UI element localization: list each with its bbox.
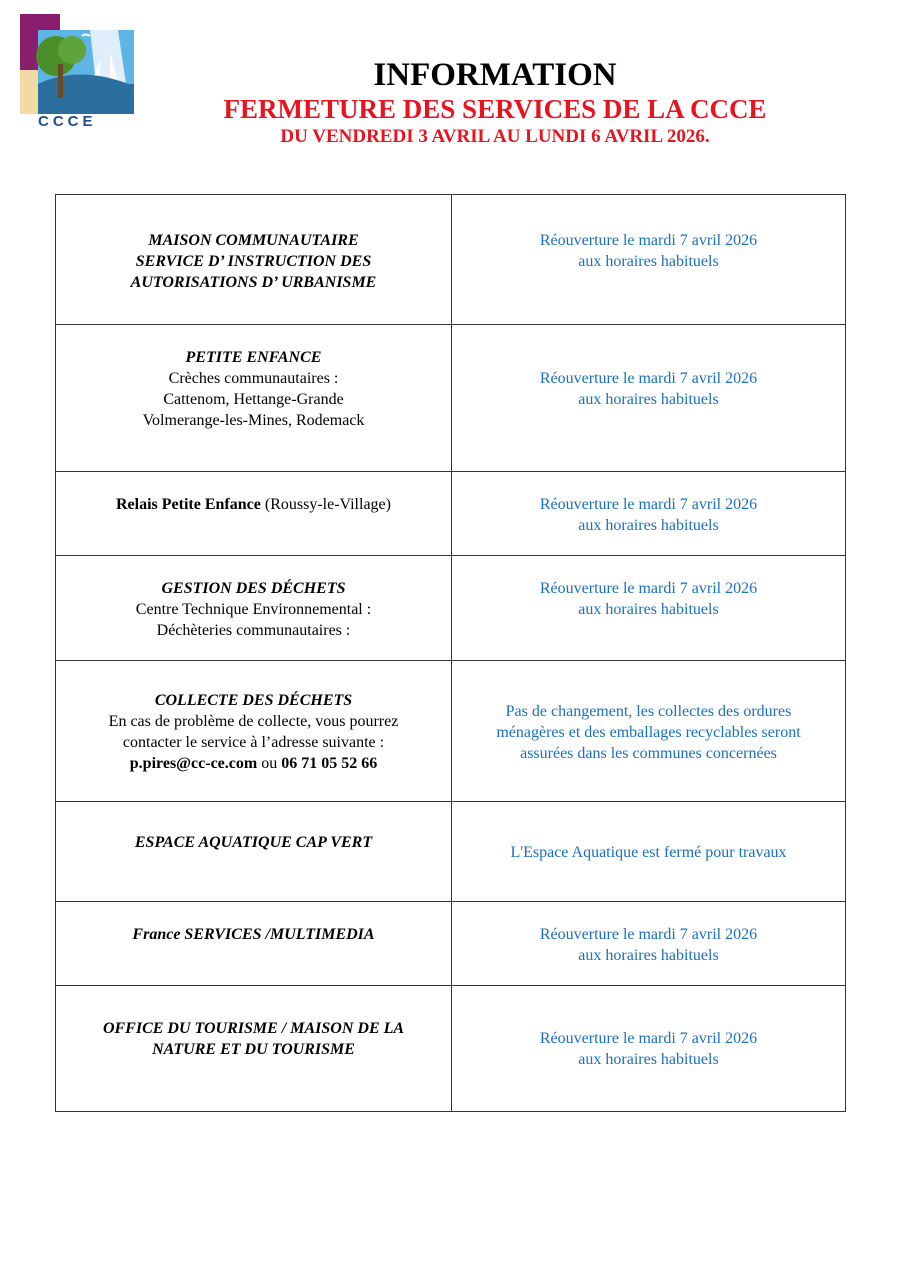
status-cell: [452, 472, 846, 556]
table-row: [56, 902, 846, 986]
service-heading: COLLECTE DES DÉCHETS: [154, 692, 353, 709]
status-text: Réouverture le mardi 7 avril 2026: [539, 1030, 758, 1047]
service-detail: Volmerange-les-Mines, Rodemack: [142, 412, 365, 429]
service-detail: Cattenom, Hettange-Grande: [163, 391, 344, 408]
contact-line: [56, 753, 451, 774]
contact-separator: ou: [257, 755, 282, 772]
service-heading: ESPACE AQUATIQUE CAP VERT: [134, 834, 373, 851]
service-cell: [56, 195, 452, 325]
service-cell: [56, 661, 452, 802]
status-text: L'Espace Aquatique est fermé pour travaux: [510, 844, 787, 861]
services-table: [55, 194, 846, 1112]
service-name: AUTORISATIONS D’ URBANISME: [130, 274, 377, 291]
status-text: Réouverture le mardi 7 avril 2026: [539, 496, 758, 513]
status-text: aux horaires habituels: [578, 601, 719, 618]
service-detail: Crèches communautaires :: [168, 370, 339, 387]
service-cell: [56, 325, 452, 472]
page-title: INFORMATION: [373, 57, 617, 93]
service-detail: En cas de problème de collecte, vous pourrez: [108, 713, 399, 730]
logo-text: CCCE: [38, 113, 97, 130]
service-name: MAISON COMMUNAUTAIRE: [148, 232, 359, 249]
closure-dates: DU VENDREDI 3 AVRIL AU LUNDI 6 AVRIL 2026.: [280, 126, 710, 147]
status-text: aux horaires habituels: [578, 517, 719, 534]
table-row: [56, 195, 846, 325]
status-text: aux horaires habituels: [578, 1051, 719, 1068]
service-cell: [56, 986, 452, 1112]
service-cell: [56, 802, 452, 902]
status-text: ménagères et des emballages recyclables seront: [496, 724, 801, 741]
table-row: [56, 325, 846, 472]
service-location: (Roussy-le-Village): [260, 496, 391, 513]
service-cell: [56, 472, 452, 556]
table-row: [56, 661, 846, 802]
service-detail: Déchèteries communautaires :: [156, 622, 351, 639]
contact-phone[interactable]: 06 71 05 52 66: [281, 755, 378, 772]
service-name: SERVICE D’ INSTRUCTION DES: [135, 253, 372, 270]
status-text: Pas de changement, les collectes des ordures: [505, 703, 792, 720]
table-row: [56, 472, 846, 556]
service-detail: Centre Technique Environnemental :: [135, 601, 372, 618]
closure-subtitle: FERMETURE DES SERVICES DE LA CCCE: [223, 94, 767, 124]
service-name: NATURE ET DU TOURISME: [152, 1041, 355, 1058]
service-heading: France SERVICES /MULTIMEDIA: [132, 926, 375, 943]
status-text: Réouverture le mardi 7 avril 2026: [539, 232, 758, 249]
service-name: Relais Petite Enfance: [116, 496, 261, 513]
status-text: aux horaires habituels: [578, 391, 719, 408]
service-cell: [56, 902, 452, 986]
status-cell: [452, 195, 846, 325]
table-row: [56, 556, 846, 661]
status-text: Réouverture le mardi 7 avril 2026: [539, 580, 758, 597]
status-text: Réouverture le mardi 7 avril 2026: [539, 370, 758, 387]
service-heading: PETITE ENFANCE: [185, 349, 322, 366]
status-cell: [452, 556, 846, 661]
document-header: [200, 56, 790, 149]
table-row: [56, 802, 846, 902]
status-cell: [452, 902, 846, 986]
status-text: Réouverture le mardi 7 avril 2026: [539, 926, 758, 943]
service-name: OFFICE DU TOURISME / MAISON DE LA: [102, 1020, 405, 1037]
status-cell: [452, 986, 846, 1112]
table-row: [56, 986, 846, 1112]
status-text: assurées dans les communes concernées: [520, 745, 777, 762]
service-cell: [56, 556, 452, 661]
contact-email[interactable]: p.pires@cc-ce.com: [129, 755, 258, 772]
service-heading: GESTION DES DÉCHETS: [161, 580, 346, 597]
service-detail: contacter le service à l’adresse suivante :: [122, 734, 385, 751]
status-text: aux horaires habituels: [578, 253, 719, 270]
status-cell: [452, 661, 846, 802]
status-cell: [452, 802, 846, 902]
status-cell: [452, 325, 846, 472]
status-text: aux horaires habituels: [578, 947, 719, 964]
